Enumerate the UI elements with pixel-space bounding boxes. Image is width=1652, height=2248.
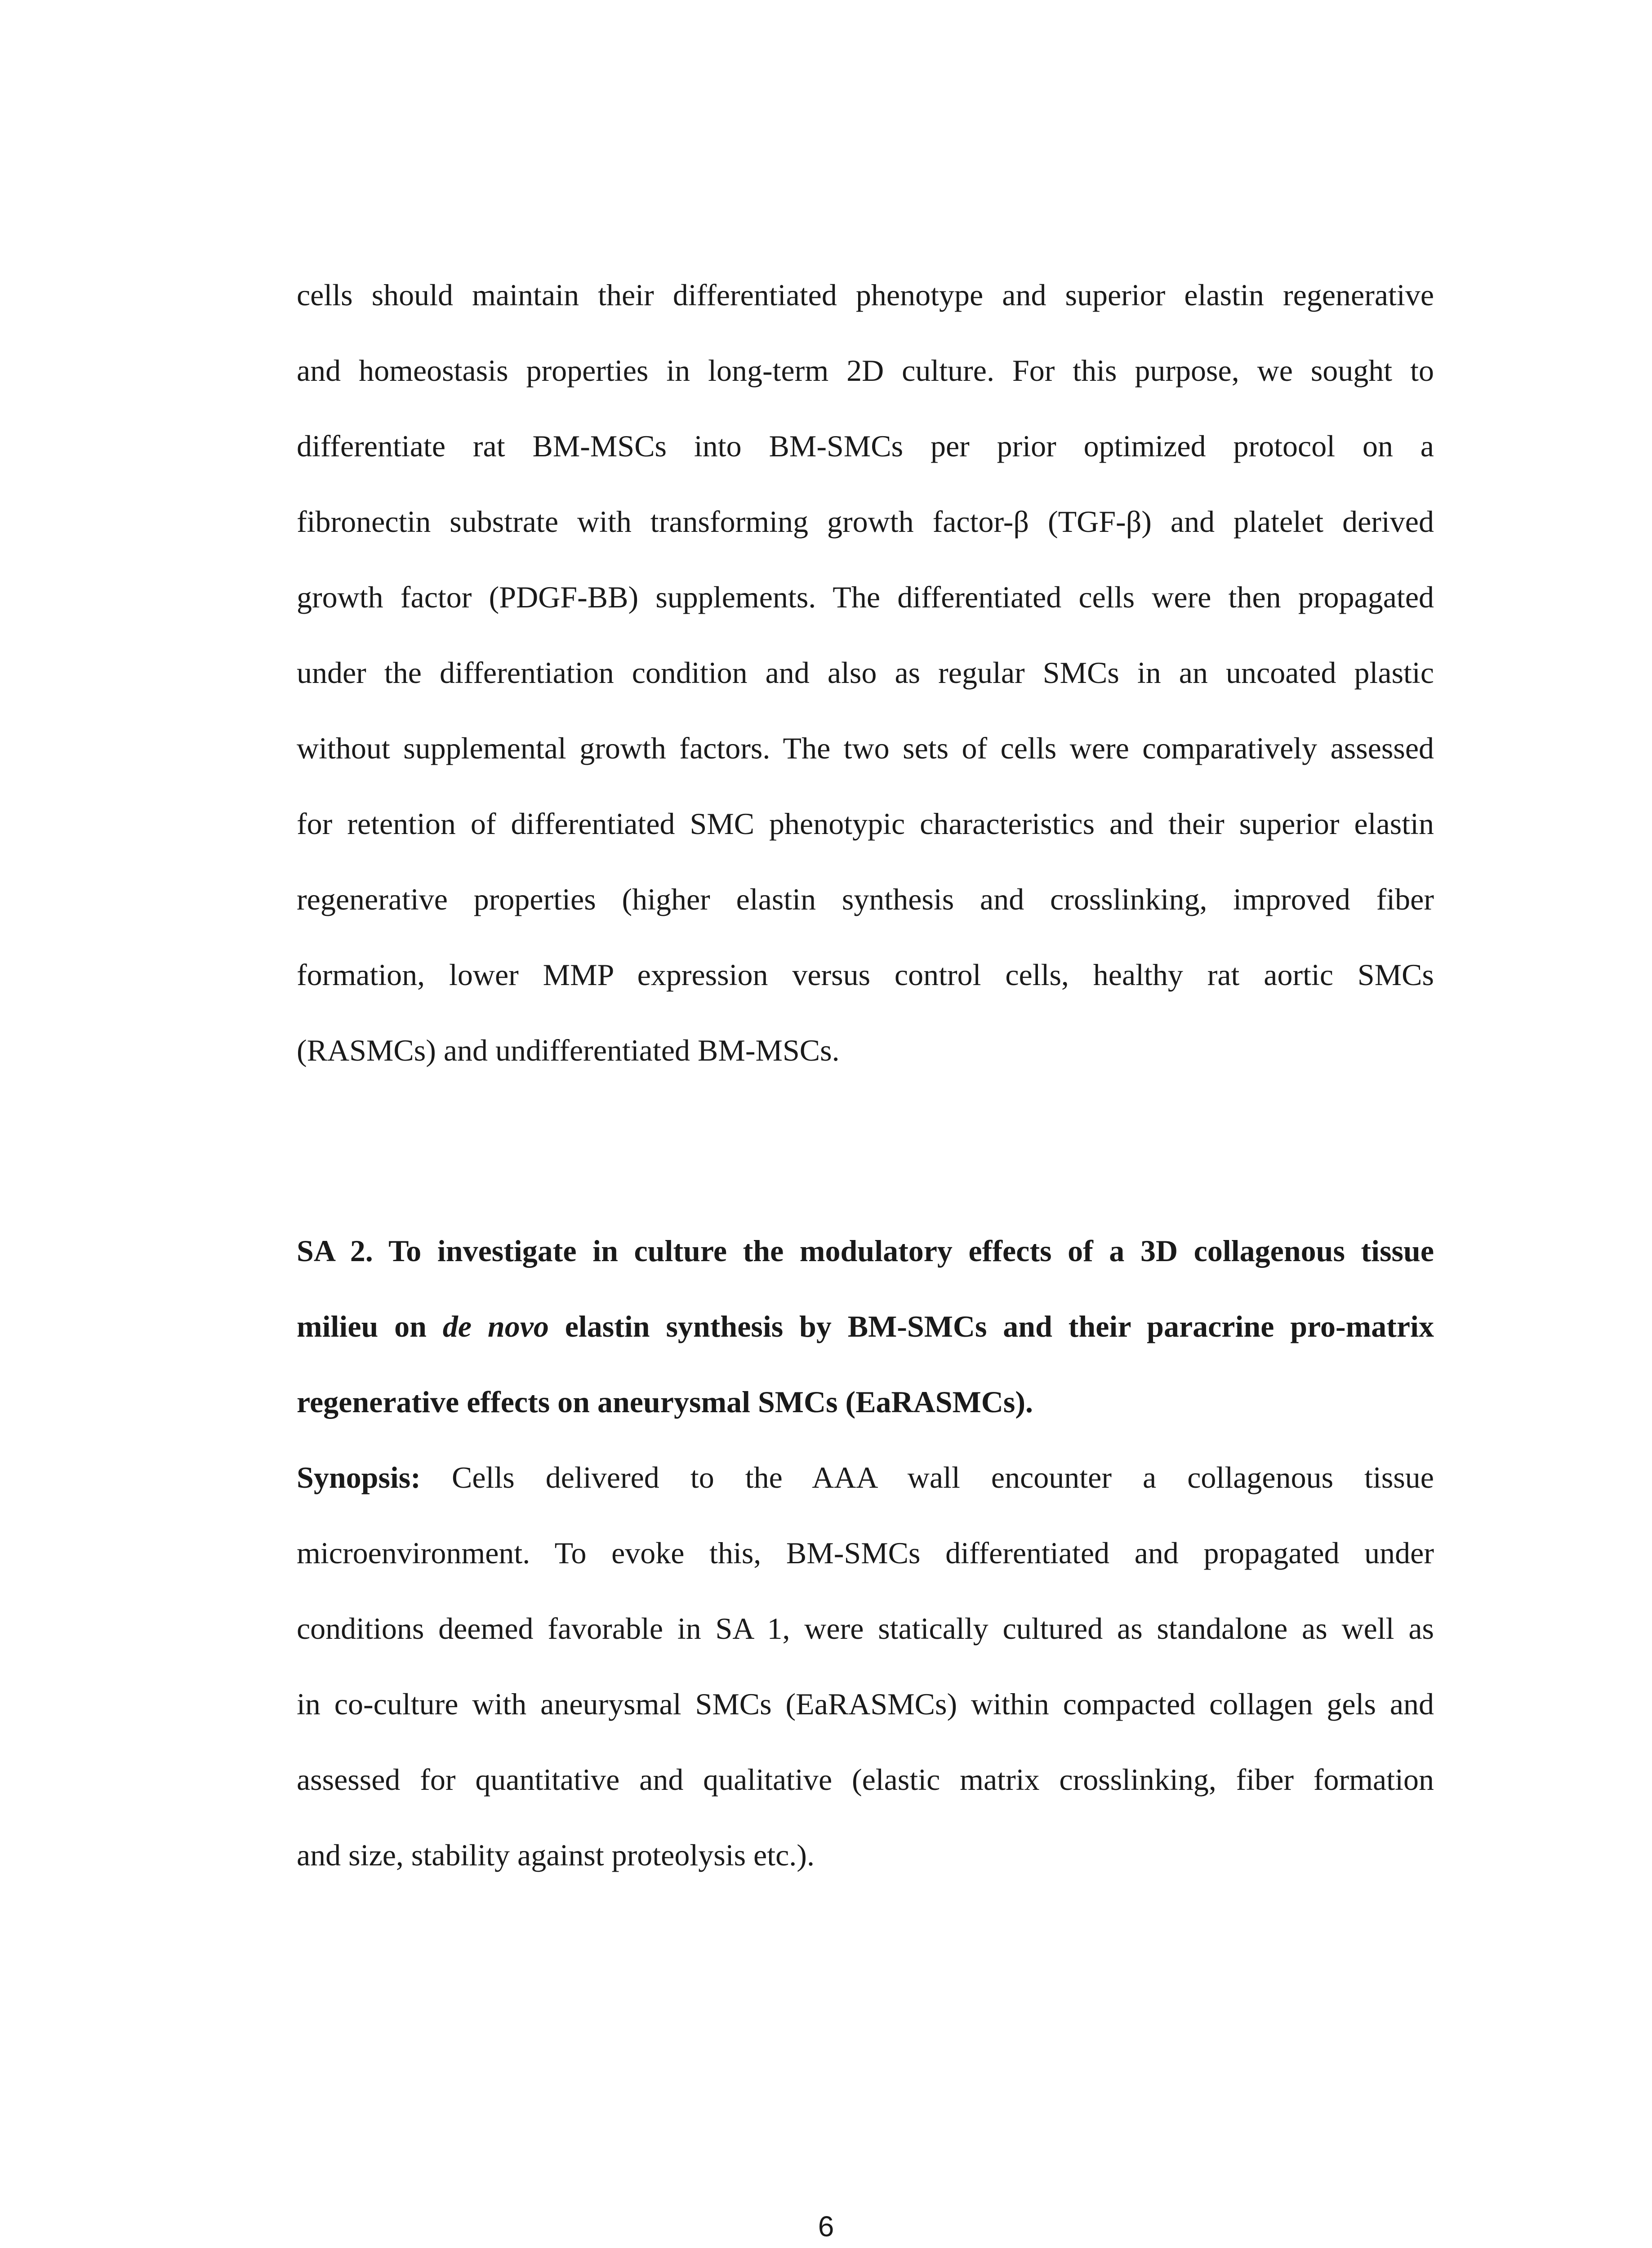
paragraph-line: cells should maintain their differentiated phenotype and superior elastin regenerative xyxy=(297,278,1434,312)
paragraph-line: without supplemental growth factors. The two sets of cells were comparatively assessed xyxy=(297,731,1434,765)
section-heading-line: SA 2. To investigate in culture the modulatory effects of a 3D collagenous tissue xyxy=(297,1234,1434,1268)
synopsis-line: microenvironment. To evoke this, BM-SMCs differentiated and propagated under xyxy=(297,1536,1434,1570)
synopsis-line: conditions deemed favorable in SA 1, were statically cultured as standalone as well as xyxy=(297,1611,1434,1646)
heading-italic-text: de novo xyxy=(442,1309,549,1343)
paragraph-line: formation, lower MMP expression versus control cells, healthy rat aortic SMCs xyxy=(297,958,1434,992)
paragraph-line: under the differentiation condition and also as regular SMCs in an uncoated plastic xyxy=(297,656,1434,690)
body-paragraph xyxy=(297,257,1434,1088)
paragraph-line: and homeostasis properties in long-term 2D culture. For this purpose, we sought to xyxy=(297,353,1434,388)
paragraph-line: for retention of differentiated SMC phenotypic characteristics and their superior elastin xyxy=(297,807,1434,841)
heading-text: elastin synthesis by BM-SMCs and their paracrine pro-matrix xyxy=(548,1309,1434,1343)
paragraph-line: differentiate rat BM-MSCs into BM-SMCs per prior optimized protocol on a xyxy=(297,429,1434,463)
page-number: 6 xyxy=(818,2210,834,2243)
section-heading-line xyxy=(297,1289,1434,1364)
section-heading-line: regenerative effects on aneurysmal SMCs (EaRASMCs). xyxy=(297,1385,1033,1419)
heading-text: milieu on xyxy=(297,1309,443,1343)
paragraph-line: (RASMCs) and undifferentiated BM-MSCs. xyxy=(297,1033,840,1067)
specific-aim-section xyxy=(297,1213,1434,1893)
paragraph-line: fibronectin substrate with transforming growth factor-β (TGF-β) and platelet derived xyxy=(297,504,1434,539)
paragraph-line: growth factor (PDGF-BB) supplements. The differentiated cells were then propagated xyxy=(297,580,1434,614)
synopsis-line: assessed for quantitative and qualitative (elastic matrix crosslinking, fiber formation xyxy=(297,1762,1434,1797)
synopsis-line xyxy=(297,1440,1434,1515)
synopsis-text: Cells delivered to the AAA wall encounter a collagenous tissue xyxy=(420,1460,1434,1494)
paragraph-line: regenerative properties (higher elastin synthesis and crosslinking, improved fiber xyxy=(297,882,1434,916)
synopsis-line: and size, stability against proteolysis etc.). xyxy=(297,1838,815,1872)
synopsis-label: Synopsis: xyxy=(297,1460,421,1494)
synopsis-line: in co-culture with aneurysmal SMCs (EaRASMCs) within compacted collagen gels and xyxy=(297,1687,1434,1721)
